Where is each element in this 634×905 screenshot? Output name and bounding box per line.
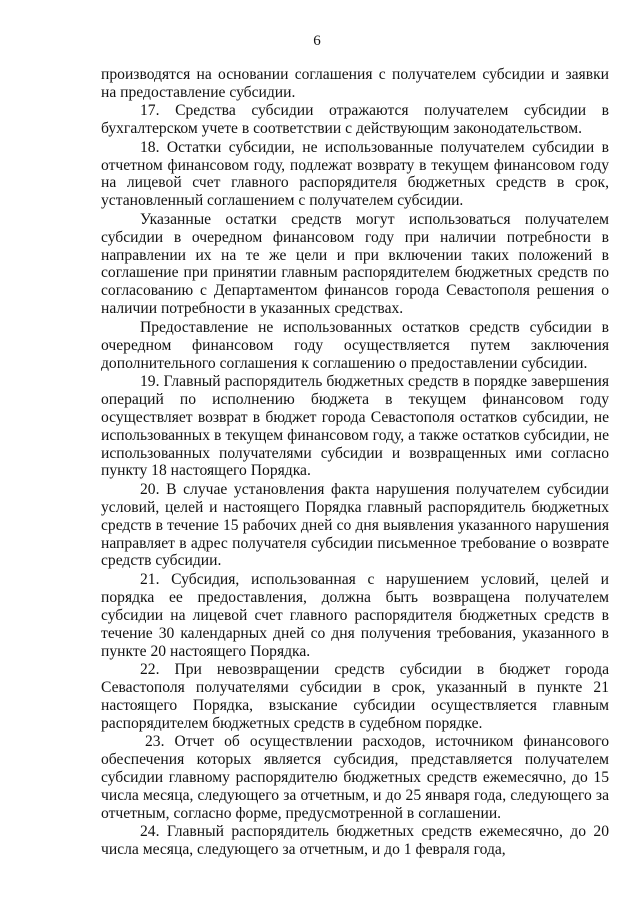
paragraph-18: 18. Остатки субсидии, не использованные получателем субсидии в отчетном финансовом году, подлежат возврату в текущем финансовом году на лицевой счет главного распорядителя бюджетных средств в срок, установленный соглашением с получателем субсидии.: [101, 138, 609, 210]
paragraph-23: 23. Отчет об осуществлении расходов, источником финансового обеспечения которых является субсидия, представляется получателем субсидии главному распорядителю бюджетных средств ежемесячно, до 15 числа месяца, следующего за отчетным, и до 25 января года, следующего за отчетным, согласно форме, предусмотренной в соглашении.: [101, 733, 609, 822]
paragraph-continuation: производятся на основании соглашения с получателем субсидии и заявки на предоставление субсидии.: [101, 66, 609, 101]
paragraph-20: 20. В случае установления факта нарушения получателем субсидии условий, целей и настоящего Порядка главный распорядитель бюджетных средств в течение 15 рабочих дней со дня выявления указанного нарушения направляет в адрес получателя субсидии письменное требование о возврате средств субсидии.: [101, 480, 609, 570]
paragraph-22: 22. При невозвращении средств субсидии в бюджет города Севастополя получателями субсидии в срок, указанный в пункте 21 настоящего Порядка, взыскание субсидии осуществляется главным распорядителем бюджетных средств в судебном порядке.: [101, 660, 609, 732]
paragraph-19: 19. Главный распорядитель бюджетных средств в порядке завершения операций по исполнению бюджета в текущем финансовом году осуществляет возврат в бюджет города Севастополя остатков субсидии, не использованных в текущем финансовом году, а также остатков субсидии, не использованных получателями субсидии и возвращенных ими согласно пункту 18 настоящего Порядка.: [101, 372, 609, 480]
paragraph-18-additional-agreement: Предоставление не использованных остатков средств субсидии в очередном финансовом году осуществляется путем заключения дополнительного соглашения к соглашению о предоставлении субсидии.: [101, 318, 609, 372]
paragraph-17: 17. Средства субсидии отражаются получателем субсидии в бухгалтерском учете в соответствии с действующим законодательством.: [101, 102, 609, 138]
page-number: 6: [313, 33, 321, 49]
paragraph-18-remaining-funds: Указанные остатки средств могут использоваться получателем субсидии в очередном финансовом году при наличии потребности в направлении их на те же цели и при включении таких положений в соглашение при принятии главным распорядителем бюджетных средств по согласованию с Департаментом финансов города Севастополя решения о наличии потребности в указанных средствах.: [101, 210, 609, 318]
document-body: [101, 66, 609, 859]
paragraph-21: 21. Субсидия, использованная с нарушением условий, целей и порядка ее предоставления, должна быть возвращена получателем субсидии на лицевой счет главного распорядителя бюджетных средств в течение 30 календарных дней со дня получения требования, указанного в пункте 20 настоящего Порядка.: [101, 570, 609, 660]
paragraph-24: 24. Главный распорядитель бюджетных средств ежемесячно, до 20 числа месяца, следующего за отчетным, и до 1 февраля года,: [101, 823, 609, 858]
